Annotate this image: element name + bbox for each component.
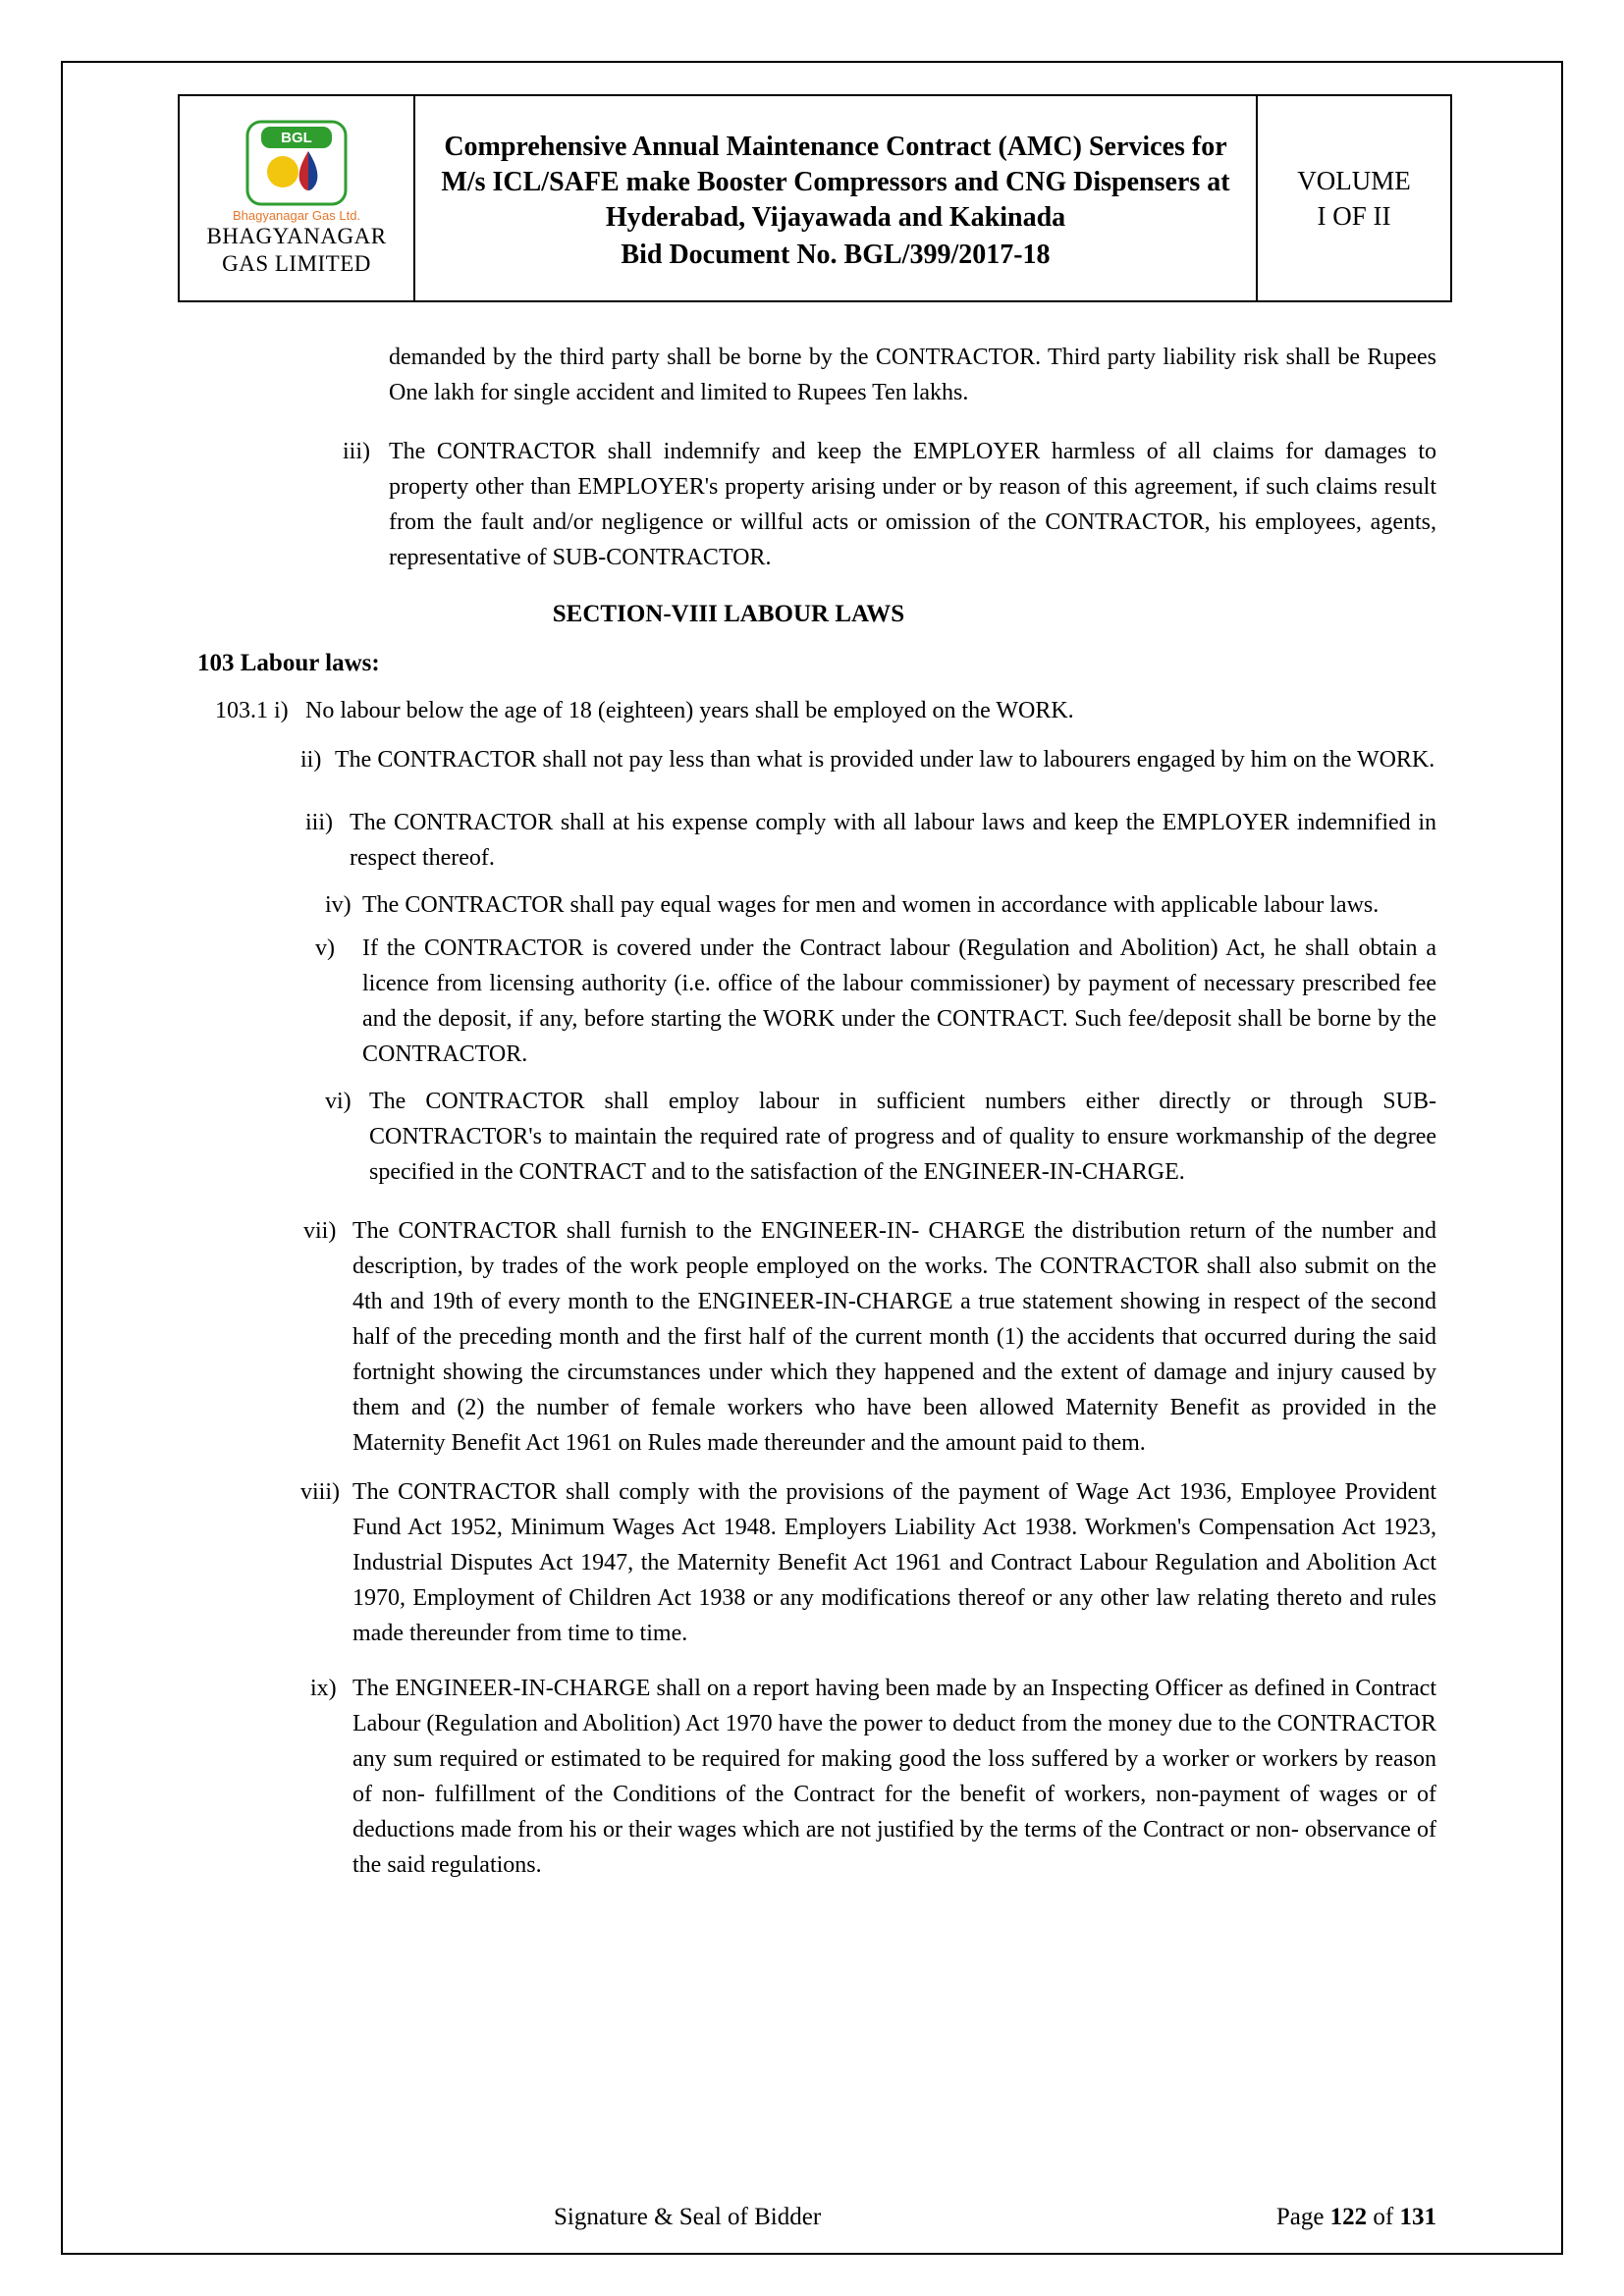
document-body [63,300,1561,1883]
clause-text: If the CONTRACTOR is covered under the Contract labour (Regulation and Abolition) Act, he shall obtain a licence from licensing authority (i.e. office of the labour commissioner) by payment of necessary prescribed fee and the deposit, if any, before starting the WORK under the CONTRACT. Such fee/deposit shall be borne by the CONTRACTOR. [362,935,1436,1067]
page-word: Page [1275,2204,1325,2230]
clause-indemnity-label: iii) [343,439,370,464]
clause-viii [300,1474,1436,1651]
bid-document-number: Bid Document No. BGL/399/2017-18 [621,239,1051,270]
volume-label [1297,163,1411,235]
clause-103-1-i [215,693,1436,728]
logo-tagline: Bhagyanagar Gas Ltd. [232,207,361,223]
clause-v [315,931,1436,1072]
document-title: Comprehensive Annual Maintenance Contract (AMC) Services for M/s ICL/SAFE make Booster Compressors and CNG Dispensers at Hyderabad, Vijayawada and Kakinada [441,132,1230,233]
page-number-indicator [1276,2204,1436,2231]
clause-indemnity-text: The CONTRACTOR shall indemnify and keep the EMPLOYER harmless of all claims for damages to property other than EMPLOYER's property arising under or by reason of this agreement, if such claims result from the fault and/or negligence or willful acts or omission of the CONTRACTOR, his employees, agents, representative of SUB-CONTRACTOR. [389,439,1436,570]
clause-label: vi) [325,1089,352,1114]
clause-text: The CONTRACTOR shall comply with the provisions of the payment of Wage Act 1936, Employee Provident Fund Act 1952, Minimum Wages Act 1948. Employers Liability Act 1938. Workmen's Compensation Act 1923, Industrial Disputes Act 1947, the Maternity Benefit Act 1961 and Contract Labour Regulation and Abolition Act 1970, Employment of Children Act 1938 or any modifications thereof or any other law relating thereto and rules made thereunder from time to time. [352,1479,1436,1646]
bgl-logo-icon [245,120,348,206]
clause-text: The CONTRACTOR shall furnish to the ENGINEER-IN- CHARGE the distribution return of the number and description, by trades of the work people employed on the works. The CONTRACTOR shall also submit on the 4th and 19th of every month to the ENGINEER-IN-CHARGE a true statement showing in respect of the second half of the preceding month and the first half of the current month (1) the accidents that occurred during the said fortnight showing the circumstances under which they happened and the extent of damage and injury caused by them and (2) the number of female workers who have been allowed Maternity Benefit as provided in the Maternity Benefit Act 1961 on Rules made thereunder and the amount paid to them. [352,1218,1436,1456]
volume-line1: VOLUME [1297,165,1411,195]
clause-label: vii) [303,1218,337,1244]
clause-label: 103.1 i) [215,698,289,723]
clause-label: ix) [310,1676,337,1701]
section-heading: SECTION-VIII LABOUR LAWS [552,601,905,627]
clause-ii [300,742,1436,777]
clause-label: v) [315,935,335,961]
of-word: of [1373,2204,1394,2230]
clause-label: viii) [300,1479,340,1505]
clause-text: No labour below the age of 18 (eighteen) years shall be employed on the WORK. [305,698,1074,723]
clause-label: ii) [300,747,322,773]
clause-ix [310,1671,1436,1883]
clause-indemnity [343,434,1436,575]
clause-label: iii) [305,810,333,835]
document-header [178,94,1452,302]
clause-vi [325,1084,1436,1190]
clause-text: The CONTRACTOR shall not pay less than what is provided under law to labourers engaged by him on the WORK. [335,747,1435,773]
clause-vii [303,1213,1436,1461]
clause-iv [325,887,1436,923]
page-number-current: 122 [1329,2204,1368,2230]
clause-iii [305,805,1436,876]
clause-label: iv) [325,892,352,918]
page-footer [63,2204,1561,2237]
company-name-line1: BHAGYANAGAR [206,223,387,248]
volume-line2: I OF II [1317,201,1391,231]
clause-heading: 103 Labour laws: [197,650,380,676]
clause-text: The CONTRACTOR shall employ labour in sufficient numbers either directly or through SUB- CONTRACTOR's to maintain the required rate of progress and of quality to ensure workmanship of the degree specified in the CONTRACT and to the satisfaction of the ENGINEER-IN-CHARGE. [369,1089,1436,1185]
page-border [61,61,1563,2255]
clause-text: The CONTRACTOR shall at his expense comply with all labour laws and keep the EMPLOYER indemnified in respect thereof. [350,810,1436,871]
intro-paragraph: demanded by the third party shall be borne by the CONTRACTOR. Third party liability risk shall be Rupees One lakh for single accident and limited to Rupees Ten lakhs. [389,345,1436,405]
company-name-line2: GAS LIMITED [222,250,371,276]
clause-text: The ENGINEER-IN-CHARGE shall on a report having been made by an Inspecting Officer as defined in Contract Labour (Regulation and Abolition) Act 1970 have the power to deduct from the money due to the CONTRACTOR any sum required or estimated to be required for making good the loss suffered by a worker or workers by reason of non- fulfillment of the Conditions of the Contract for the benefit of workers, non-payment of wages or of deductions made from his or their wages which are not justified by the terms of the Contract or non- observance of the said regulations. [352,1676,1436,1878]
title-cell [415,96,1258,300]
svg-text:BGL: BGL [281,129,312,146]
volume-cell [1258,96,1450,300]
logo-cell [180,96,415,300]
signature-seal-label: Signature & Seal of Bidder [554,2204,822,2230]
page-number-total: 131 [1399,2204,1436,2230]
clause-text: The CONTRACTOR shall pay equal wages for men and women in accordance with applicable labour laws. [362,892,1380,918]
